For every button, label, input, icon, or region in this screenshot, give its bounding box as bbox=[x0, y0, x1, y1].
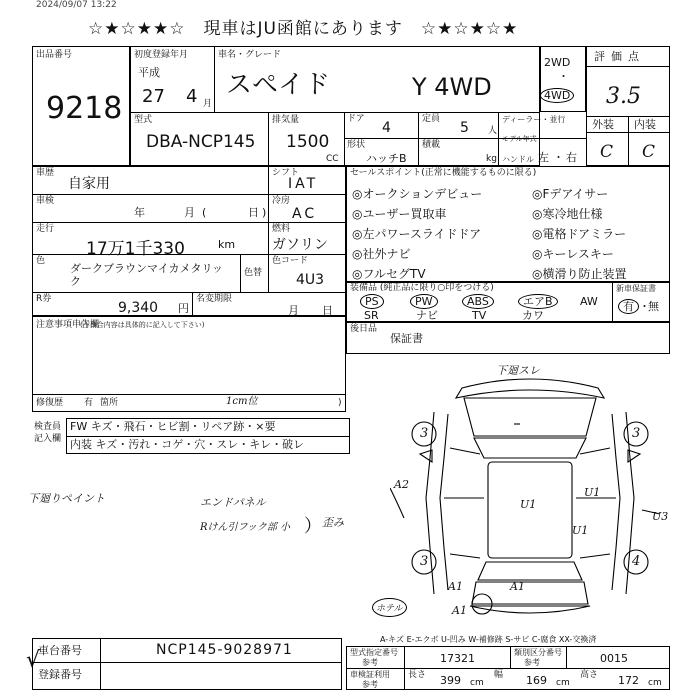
recycle-label: R券 bbox=[36, 294, 52, 304]
doors-label: ドア bbox=[347, 114, 365, 124]
length-unit: cm bbox=[470, 678, 484, 688]
shift-label: シフト bbox=[272, 168, 300, 178]
diag-u3: U3 bbox=[652, 510, 669, 523]
drive-4wd: 4WD bbox=[540, 88, 574, 103]
repair-value: 有 bbox=[84, 398, 94, 408]
width-unit: cm bbox=[556, 678, 570, 688]
repair-place: 箇所 bbox=[100, 398, 119, 408]
sales-point-1: ◎オークションデビュー bbox=[352, 187, 483, 201]
equip-pw: PW bbox=[410, 294, 438, 309]
color-code-value: 4U3 bbox=[296, 272, 325, 288]
load-label: 積載 bbox=[422, 140, 441, 150]
spec-no-label: 型式指定番号 bbox=[350, 648, 398, 657]
back-items-value: 保証書 bbox=[390, 332, 423, 345]
diag-tire-rl: 3 bbox=[420, 554, 429, 569]
width-value: 169 bbox=[526, 674, 547, 687]
model-label: 型式 bbox=[134, 115, 153, 125]
repair-close: ) bbox=[338, 398, 342, 408]
displacement-label: 排気量 bbox=[272, 115, 300, 125]
capacity-label: 定員 bbox=[422, 114, 441, 124]
repair-label: 修復歴 bbox=[36, 398, 64, 408]
length-label: 長さ bbox=[408, 670, 427, 680]
diag-spare: ホテル bbox=[372, 598, 407, 617]
height-value: 172 bbox=[618, 674, 639, 687]
first-reg-label: 初度登録年月 bbox=[134, 50, 189, 60]
car-grade: Y 4WD bbox=[412, 73, 492, 101]
history-value: 自家用 bbox=[68, 176, 110, 192]
diag-u1-a: U1 bbox=[520, 498, 537, 511]
hand-underbody-paint: 下廻りペイント bbox=[28, 492, 105, 505]
dims-sub: 参考 bbox=[362, 680, 378, 689]
manual-no: 無 bbox=[648, 300, 659, 313]
equip-abs: ABS bbox=[462, 294, 494, 309]
inspection-label: 車検 bbox=[36, 196, 55, 206]
mileage-value: 17万1千330 bbox=[86, 239, 185, 259]
sales-points-title: セールスポイント(正常に機能するものに限る) bbox=[350, 168, 537, 178]
recycle-unit: 円 bbox=[178, 302, 189, 315]
equipment-title: 装備品 (純正品に限り○印をつける) bbox=[350, 283, 494, 293]
body-type-value: ハッチB bbox=[366, 152, 407, 165]
model-year-label: モデル年式 bbox=[502, 135, 537, 143]
score-label: 評価点 bbox=[594, 50, 645, 63]
dims-label: 車検証利用 bbox=[350, 670, 390, 679]
drive-2wd: 2WD bbox=[544, 56, 571, 69]
inspector-row-1: FW キズ・飛石・ヒビ割・リペア跡・×要 bbox=[70, 420, 276, 433]
drive-sep: ・ bbox=[558, 70, 569, 83]
hand-bracket: ） bbox=[304, 516, 322, 537]
reg-no-label: 登録番号 bbox=[38, 668, 82, 681]
manual-yes: 有 bbox=[618, 299, 639, 314]
tax-month: 月 bbox=[288, 304, 299, 317]
color-label: 色 bbox=[36, 256, 46, 266]
car-diagram bbox=[390, 358, 670, 628]
diag-tire-rr: 4 bbox=[632, 554, 641, 569]
manual-sep: ・ bbox=[639, 300, 650, 313]
spec-no-sub: 参考 bbox=[362, 658, 378, 667]
inspection-day: 日 bbox=[248, 206, 259, 219]
sales-point-3: ◎ユーザー買取車 bbox=[352, 207, 447, 221]
equip-navi: ナビ bbox=[416, 309, 438, 322]
class-no-value: 0015 bbox=[600, 652, 628, 665]
back-items-label: 後日品 bbox=[350, 324, 378, 334]
chassis-value: NCP145-9028971 bbox=[156, 642, 293, 658]
load-unit: kg bbox=[486, 154, 497, 164]
lot-number: 9218 bbox=[46, 91, 123, 126]
diag-u1-c: U1 bbox=[572, 524, 589, 537]
diag-a1-a: A1 bbox=[448, 580, 463, 593]
tax-day: 日 bbox=[322, 304, 333, 317]
diag-underbody-scrape: 下廻スレ bbox=[496, 364, 540, 377]
first-reg-era: 平成 bbox=[138, 66, 160, 79]
sales-point-2: ◎Fデアイサー bbox=[532, 187, 609, 201]
equip-airbag: エアB bbox=[518, 294, 558, 309]
car-name-label: 車名・グレード bbox=[218, 50, 282, 60]
inspector-label-1: 検査員 bbox=[34, 422, 62, 432]
spec-no-value: 17321 bbox=[440, 652, 475, 665]
score-value: 3.5 bbox=[606, 84, 641, 109]
inspection-year: 年 bbox=[134, 206, 145, 219]
inspection-month: 月 bbox=[184, 206, 195, 219]
mileage-label: 走行 bbox=[36, 224, 55, 234]
fuel-value: ガソリン bbox=[272, 237, 328, 253]
aircon-label: 冷房 bbox=[272, 196, 291, 206]
notes-title: 注意事項申告欄 bbox=[36, 320, 100, 330]
color-code-label: 色コード bbox=[272, 256, 309, 266]
notes-sub: (不具合内容は具体的に記入して下さい) bbox=[80, 321, 205, 329]
equip-leather: カワ bbox=[522, 309, 544, 322]
car-name: スペイド bbox=[226, 70, 331, 100]
repair-hand: 1cm位 bbox=[226, 396, 258, 407]
dealer-label: ディーラー・並行 bbox=[502, 115, 566, 124]
exterior-value: C bbox=[600, 142, 614, 162]
mileage-unit: km bbox=[218, 238, 236, 251]
diag-a1-c: A1 bbox=[452, 604, 467, 617]
banner: ☆★☆★★☆ 現車はJU函館にあります ☆★☆★☆★ bbox=[88, 19, 519, 39]
diag-tire-fr: 3 bbox=[632, 426, 641, 441]
exterior-label: 外装 bbox=[592, 118, 614, 131]
hand-end-panel: エンドパネル bbox=[200, 496, 266, 509]
handle-right: 右 bbox=[566, 151, 577, 164]
history-label: 車歴 bbox=[36, 168, 55, 178]
class-no-sub: 参考 bbox=[524, 658, 540, 667]
diag-a2: A2 bbox=[394, 478, 409, 491]
equip-ps: PS bbox=[360, 294, 384, 309]
color-value: ダークブラウンマイカメタリック bbox=[70, 262, 224, 288]
length-value: 399 bbox=[440, 674, 461, 687]
hand-tow-hook: Rけん引フック部 小 bbox=[200, 522, 291, 533]
shift-value: IAT bbox=[288, 176, 319, 192]
inspection-open: ( bbox=[202, 206, 207, 219]
manual-label: 新車保証書 bbox=[616, 284, 656, 293]
handle-sep: ・ bbox=[553, 151, 564, 164]
first-reg-month-unit: 月 bbox=[203, 99, 213, 109]
model-value: DBA-NCP145 bbox=[146, 132, 256, 152]
inspector-label-2: 記入欄 bbox=[34, 434, 62, 444]
diag-a1-b: A1 bbox=[510, 580, 525, 593]
displacement-unit: CC bbox=[326, 154, 339, 164]
capacity-value: 5 bbox=[460, 120, 469, 136]
height-unit: cm bbox=[648, 678, 662, 688]
diag-tire-fl: 3 bbox=[420, 426, 429, 441]
first-reg-year: 27 bbox=[142, 86, 165, 107]
tax-label: 名変期限 bbox=[196, 294, 233, 304]
recycle-value: 9,340 bbox=[118, 300, 159, 316]
sales-point-8: ◎キーレスキー bbox=[532, 247, 614, 261]
body-type-label: 形状 bbox=[347, 140, 366, 150]
width-label: 幅 bbox=[494, 670, 504, 680]
sales-point-7: ◎社外ナビ bbox=[352, 247, 411, 261]
interior-label: 内装 bbox=[634, 118, 656, 131]
displacement-value: 1500 bbox=[286, 132, 330, 152]
height-label: 高さ bbox=[580, 670, 599, 680]
sales-point-10: ◎横滑り防止装置 bbox=[532, 267, 627, 281]
color-change-label: 色替 bbox=[244, 268, 263, 278]
doors-value: 4 bbox=[382, 120, 391, 136]
handle-label: ハンドル bbox=[502, 155, 534, 164]
inspector-row-2: 内装 キズ・汚れ・コゲ・穴・スレ・キレ・破レ bbox=[70, 438, 305, 451]
inspection-close: ) bbox=[262, 206, 267, 219]
interior-value: C bbox=[642, 142, 656, 162]
timestamp: 2024/09/07 13:22 bbox=[36, 0, 117, 10]
sales-point-4: ◎寒冷地仕様 bbox=[532, 207, 603, 221]
diag-u1-b: U1 bbox=[584, 486, 601, 499]
equip-tv: TV bbox=[472, 309, 487, 322]
fuel-label: 燃料 bbox=[272, 224, 291, 234]
hand-distortion: 歪み bbox=[322, 516, 344, 529]
handle-left: 左 bbox=[538, 151, 549, 164]
first-reg-month: 4 bbox=[186, 86, 198, 107]
chassis-label: 車台番号 bbox=[38, 644, 82, 657]
class-no-label: 類別区分番号 bbox=[514, 648, 562, 657]
lot-label: 出品番号 bbox=[36, 50, 73, 60]
damage-legend: A-キズ E-エクボ U-凹み W-補修跡 S-サビ C-腐食 XX-交換済 bbox=[380, 635, 597, 644]
sales-point-5: ◎左パワースライドドア bbox=[352, 227, 482, 241]
hand-check-mark: √ bbox=[26, 648, 41, 673]
aircon-value: AC bbox=[292, 206, 318, 222]
equip-sr: SR bbox=[364, 309, 379, 322]
capacity-unit: 人 bbox=[488, 126, 498, 136]
equip-aw: AW bbox=[580, 295, 598, 308]
sales-point-6: ◎電格ドアミラー bbox=[532, 227, 627, 241]
sales-point-9: ◎フルセグTV bbox=[352, 267, 426, 281]
